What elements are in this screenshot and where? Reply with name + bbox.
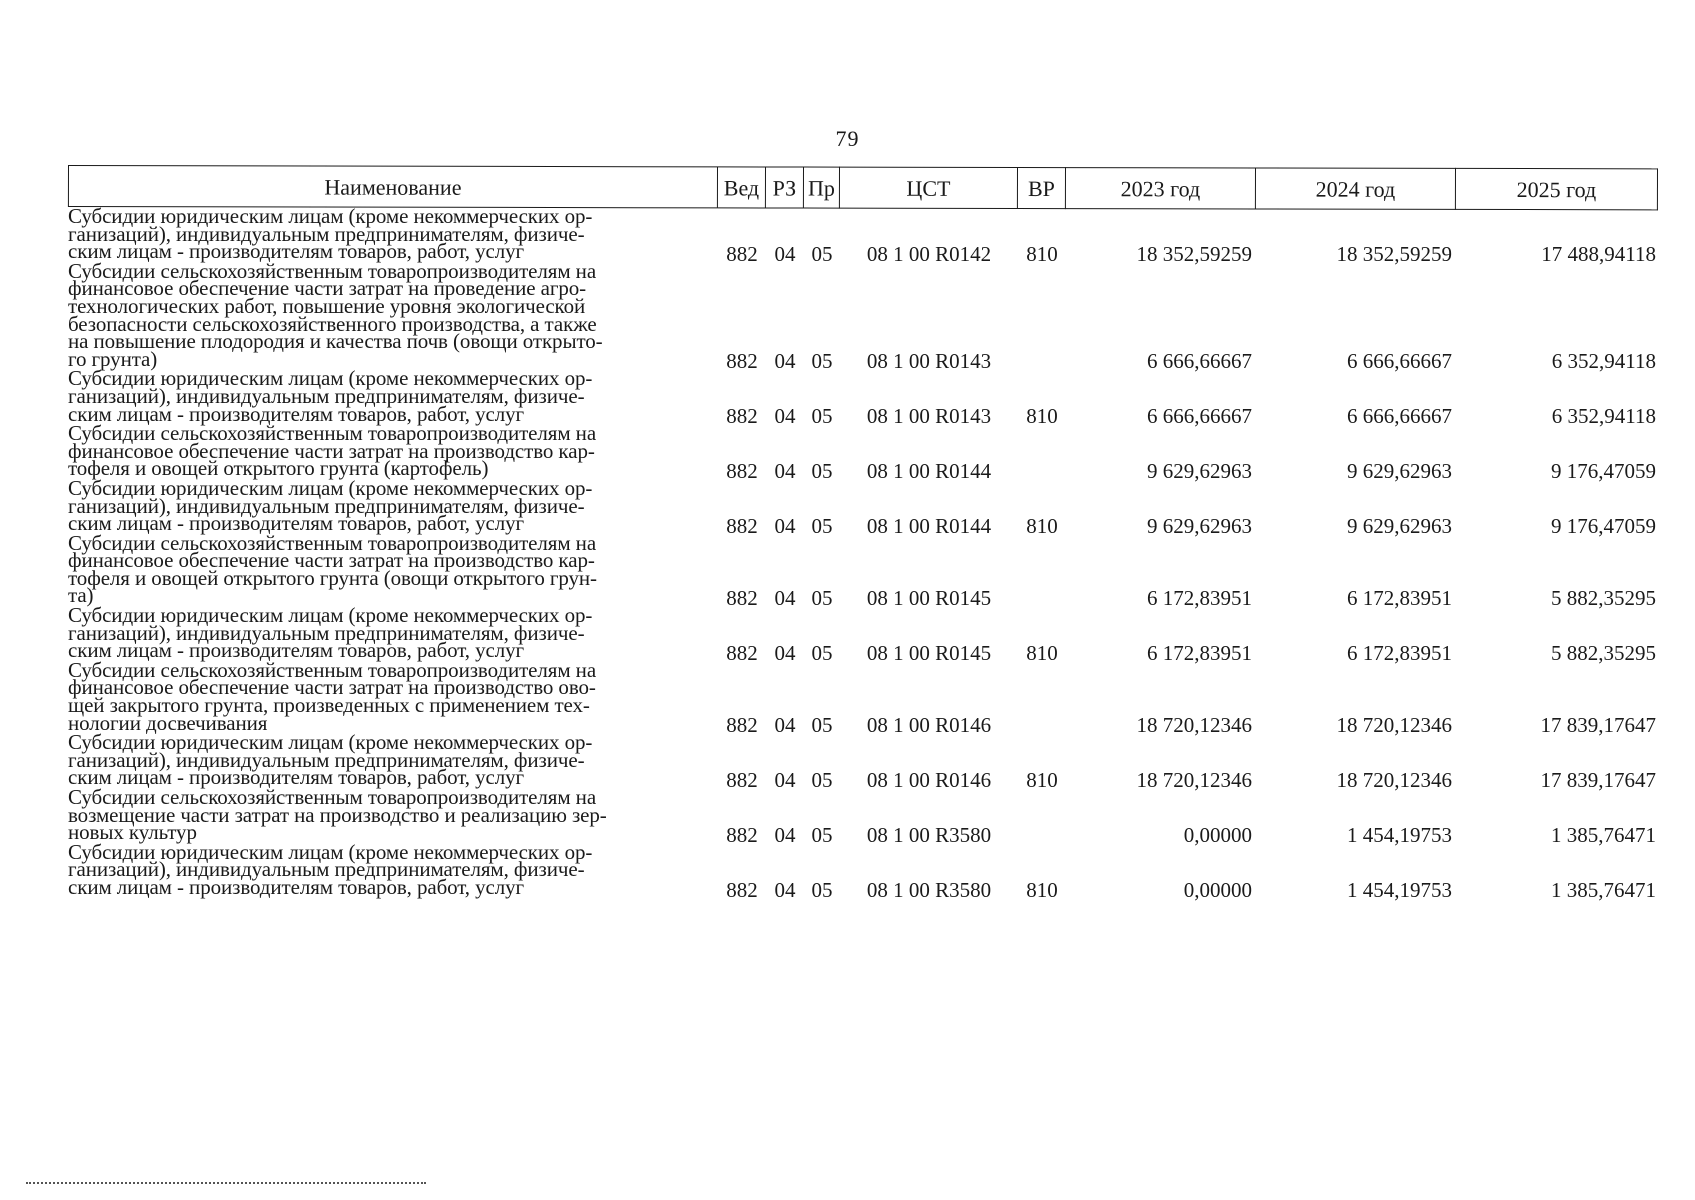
row-pr: 05 [811,404,833,429]
row-name: Субсидии юридическим лицам (кроме некоммерческих ор- ганизаций), индивидуальным предпринимателям, физиче- ским лицам - производителям товаров, работ, услуг [68,366,593,426]
row-name: Субсидии юридическим лицам (кроме некоммерческих ор- ганизаций), индивидуальным предпринимателям, физиче- ским лицам - производителям товаров, работ, услуг [68,475,593,536]
row-ved: 882 [726,241,758,266]
header-rz: РЗ [766,166,804,208]
row-2023: 18 720,12346 [1136,713,1252,738]
table-row [68,657,1668,738]
header-pr: Пр [804,167,840,209]
row-ved: 882 [726,458,758,483]
header-ved: Вед [718,166,766,208]
row-rz: 04 [774,768,796,792]
row-cst: 08 1 00 R0142 [866,241,992,266]
table-row [68,603,1668,665]
row-name: Субсидии юридическим лицам (кроме некоммерческих ор- ганизаций), индивидуальным предпринимателям, физиче- ским лицам - производителям товаров, работ, услуг [68,603,593,663]
row-vr: 810 [1026,640,1058,665]
row-vr: 810 [1026,404,1058,429]
row-cst: 08 1 00 R0145 [866,586,992,611]
row-ved: 882 [726,877,758,902]
row-rz: 04 [774,822,796,847]
row-pr: 05 [811,822,833,847]
row-name: Субсидии сельскохозяйственным товаропроизводителям на финансовое обеспечение части затрат на производство ово- щей закрытого грунта, произведенных с применением тех- нологии досвечивания [68,657,597,735]
row-cst: 08 1 00 R0143 [866,404,992,429]
row-rz: 04 [774,713,796,738]
row-rz: 04 [774,458,796,483]
row-2025: 17 488,94118 [1541,241,1656,266]
row-2023: 6 666,66667 [1147,349,1252,374]
row-vr: 810 [1026,241,1058,266]
row-cst: 08 1 00 R3580 [866,822,992,847]
table-row [68,421,1668,483]
row-2023: 9 629,62963 [1147,513,1252,538]
row-cst: 08 1 00 R0146 [866,768,992,792]
row-2024: 6 666,66667 [1347,404,1452,429]
header-2023: 2023 год [1066,167,1256,209]
row-cst: 08 1 00 R0146 [866,713,992,738]
row-name: Субсидии юридическим лицам (кроме некоммерческих ор- ганизаций), индивидуальным предпринимателям, физиче- ским лицам - производителям товаров, работ, услуг [68,204,593,264]
row-rz: 04 [774,513,796,538]
table-row [68,730,1668,792]
footer-divider [26,1182,426,1184]
row-rz: 04 [774,404,796,429]
row-2023: 9 629,62963 [1147,458,1252,483]
row-2025: 17 839,17647 [1540,768,1656,792]
row-pr: 05 [811,640,833,665]
row-pr: 05 [811,458,833,483]
row-2023: 18 352,59259 [1136,241,1252,266]
row-vr: 810 [1026,768,1058,792]
page-number: 79 [835,126,860,151]
row-2024: 18 720,12346 [1336,713,1452,738]
row-name: Субсидии сельскохозяйственным товаропроизводителям на возмещение части затрат на производство и реализацию зер- новых культур [68,785,607,845]
row-cst: 08 1 00 R3580 [866,877,992,902]
table-row [68,785,1668,847]
row-2024: 1 454,19753 [1347,877,1452,902]
row-vr: 810 [1026,513,1058,538]
row-2024: 6 172,83951 [1347,586,1452,611]
row-ved: 882 [726,640,758,665]
row-ved: 882 [726,713,758,738]
row-2025: 6 352,94118 [1551,404,1656,429]
row-cst: 08 1 00 R0144 [866,513,992,538]
row-cst: 08 1 00 R0144 [866,458,992,483]
row-pr: 05 [811,586,833,611]
header-name: Наименование [68,165,718,208]
row-pr: 05 [811,349,833,374]
row-ved: 882 [726,513,758,538]
row-rz: 04 [774,640,796,665]
row-2023: 0,00000 [1183,822,1252,847]
row-2025: 9 176,47059 [1551,513,1656,538]
row-ved: 882 [726,404,758,429]
row-name: Субсидии юридическим лицам (кроме некоммерческих ор- ганизаций), индивидуальным предпринимателям, физиче- ским лицам - производителям товаров, работ, услуг [68,839,593,899]
row-pr: 05 [811,713,833,738]
header-vr: ВР [1018,167,1066,209]
row-2024: 6 172,83951 [1347,640,1452,665]
row-cst: 08 1 00 R0145 [866,640,992,665]
row-name: Субсидии сельскохозяйственным товаропроизводителям на финансовое обеспечение части затрат на проведение агро- технологических работ, повышение уровня экологической безопасности сельскохозяйственного производства, а также на повышение плодородия и качества почв (овощи открыто- го грунта) [68,258,603,371]
table-row [68,475,1668,538]
row-vr: 810 [1026,877,1058,902]
row-pr: 05 [811,877,833,902]
row-ved: 882 [726,349,758,374]
row-pr: 05 [811,768,833,792]
table-row [68,530,1668,611]
row-2025: 17 839,17647 [1540,713,1656,738]
row-rz: 04 [774,349,796,374]
row-2024: 18 720,12346 [1336,768,1452,792]
row-cst: 08 1 00 R0143 [866,349,992,374]
table-row [68,366,1668,429]
row-2025: 6 352,94118 [1551,349,1656,374]
row-name: Субсидии сельскохозяйственным товаропроизводителям на финансовое обеспечение части затрат на производство кар- тофеля и овощей открытого грунта (овощи открытого грун- та) [68,530,597,608]
row-2023: 18 720,12346 [1136,768,1252,792]
row-2025: 5 882,35295 [1551,640,1656,665]
row-2025: 9 176,47059 [1551,458,1656,483]
table-row [68,204,1668,266]
header-cst: ЦСТ [840,167,1018,209]
row-2023: 0,00000 [1183,877,1252,902]
header-2024: 2024 год [1256,167,1456,209]
row-2023: 6 172,83951 [1147,586,1252,611]
row-2024: 9 629,62963 [1347,458,1452,483]
row-pr: 05 [811,513,833,538]
row-2024: 9 629,62963 [1347,513,1452,538]
row-ved: 882 [726,822,758,847]
row-2024: 1 454,19753 [1347,822,1452,847]
row-ved: 882 [726,768,758,792]
row-2024: 6 666,66667 [1347,349,1452,374]
row-ved: 882 [726,586,758,611]
row-rz: 04 [774,241,796,266]
table-row [68,258,1668,374]
row-pr: 05 [811,241,833,266]
row-2024: 18 352,59259 [1336,241,1452,266]
row-name: Субсидии юридическим лицам (кроме некоммерческих ор- ганизаций), индивидуальным предпринимателям, физиче- ским лицам - производителям товаров, работ, услуг [68,730,593,790]
row-2025: 1 385,76471 [1551,877,1656,902]
row-name: Субсидии сельскохозяйственным товаропроизводителям на финансовое обеспечение части затрат на производство кар- тофеля и овощей открытого грунта (картофель) [68,421,597,481]
row-2025: 1 385,76471 [1551,822,1656,847]
row-2023: 6 172,83951 [1147,640,1252,665]
header-2025: 2025 год [1456,168,1658,210]
table-row [68,839,1668,902]
row-2023: 6 666,66667 [1147,404,1252,429]
row-rz: 04 [774,877,796,902]
table-body [68,204,1668,902]
row-2025: 5 882,35295 [1551,586,1656,611]
row-rz: 04 [774,586,796,611]
